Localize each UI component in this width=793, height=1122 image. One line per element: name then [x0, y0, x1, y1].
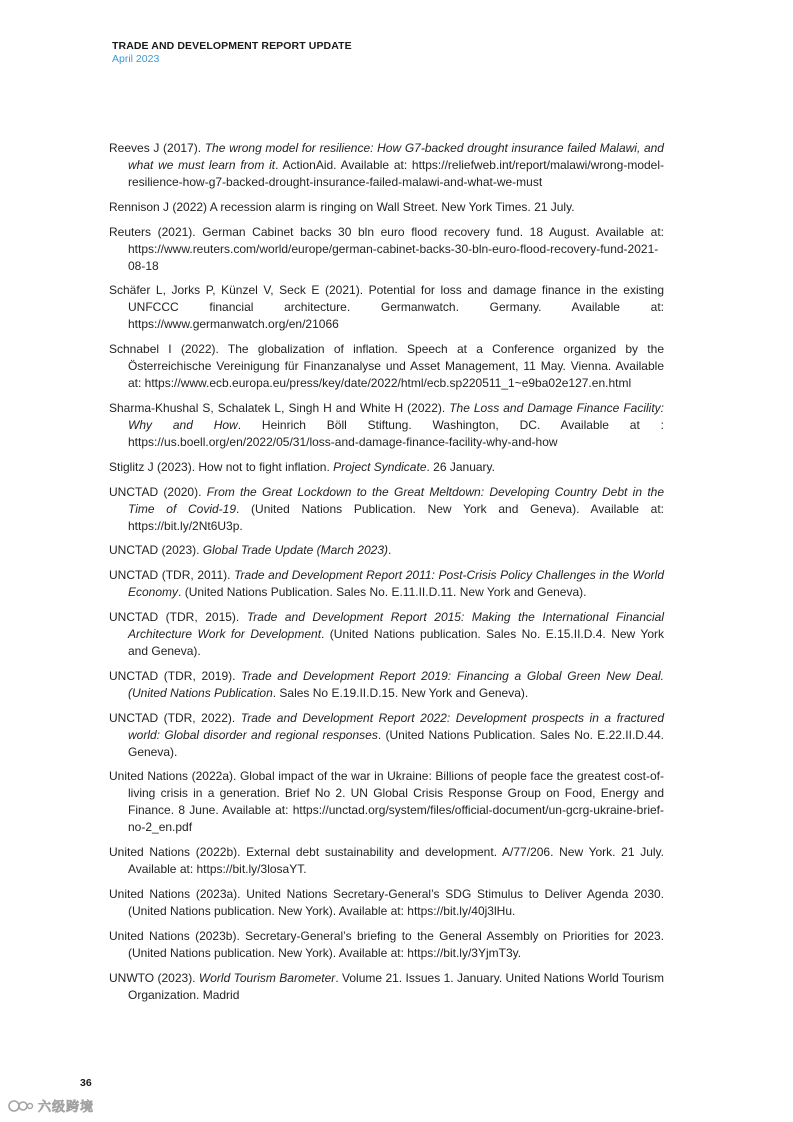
reference-title-italic: Project Syndicate: [333, 459, 427, 474]
reference-title-italic: Trade and Development Report 2019: Financing a Global Green New Deal. (United Nations Publication: [128, 668, 664, 700]
reference-title-italic: Trade and Development Report 2011: Post-Crisis Policy Challenges in the World Economy: [128, 568, 664, 600]
reference-text-pre: UNCTAD (TDR, 2011).: [109, 568, 235, 583]
reference-entry: [109, 282, 664, 333]
running-header: [112, 40, 352, 66]
reference-entry: [109, 199, 664, 216]
reference-text-pre: UNCTAD (TDR, 2019).: [109, 668, 242, 683]
watermark-text: 六级跨境: [38, 1100, 95, 1115]
reference-text-post: . (United Nations Publication. Sales No. E.22.II.D.44. Geneva).: [128, 727, 664, 759]
reference-text-post: . (United Nations Publication. Sales No. E.11.II.D.11. New York and Geneva).: [178, 585, 587, 600]
reference-entry: [109, 567, 664, 601]
reference-title-italic: From the Great Lockdown to the Great Meltdown: Developing Country Debt in the Time of Covid-19: [128, 484, 664, 516]
reference-text-post: . (United Nations publication. Sales No. E.15.II.D.4. New York and Geneva).: [128, 626, 664, 658]
reference-title-italic: Global Trade Update (March 2023): [202, 543, 388, 558]
reference-entry: [109, 768, 664, 836]
watermark-logo-icon: [8, 1098, 34, 1114]
reference-entry: [109, 341, 664, 392]
reference-title-italic: Trade and Development Report 2015: Making the International Financial Architecture Work for Development: [128, 609, 664, 641]
reference-text-post: . 26 January.: [426, 459, 495, 474]
reference-entry: [109, 542, 664, 559]
reference-entry: [109, 668, 664, 702]
reference-title-italic: The Loss and Damage Finance Facility: Why and How: [128, 400, 664, 432]
reference-text-pre: UNCTAD (2020).: [109, 484, 207, 499]
reference-text-post: . ActionAid. Available at: https://reliefweb.int/report/malawi/wrong-model-resilience-how-g7-backed-drought-insurance-failed-malawi-and-what-we-must: [128, 158, 664, 189]
reference-text-pre: United Nations (2022a). Global impact of the war in Ukraine: Billions of people face the greatest cost-of-living crisis in a generation. Brief No 2. UN Global Crisis Response Group on Food, Energy and Finance. 8 June. Available at: https://unctad.org/system/files/official-document/un-gcrg-ukraine-brief-no-2_en.pdf: [109, 769, 664, 835]
reference-text-pre: United Nations (2022b). External debt sustainability and development. A/77/206. New York. 21 July. Available at: https://bit.ly/3losaYT.: [109, 845, 664, 877]
reference-entry: [109, 459, 664, 476]
reference-text-pre: UNCTAD (2023).: [109, 543, 203, 558]
reference-title-italic: The wrong model for resilience: How G7-backed drought insurance failed Malawi, and what we must learn from it: [128, 141, 664, 172]
reference-text-pre: Sharma-Khushal S, Schalatek L, Singh H and White H (2022).: [109, 400, 450, 415]
reference-entry: [109, 710, 664, 761]
reference-text-pre: Schnabel I (2022). The globalization of inflation. Speech at a Conference organized by the Österreichische Vereinigung für Finanzanalyse und Asset Management, 11 May. Vienna. Available at: https://www.ecb.europa.eu/press/key/date/2022/html/ecb.sp220511_1~e9ba02e127.en.html: [109, 342, 664, 391]
reference-title-italic: World Tourism Barometer: [198, 970, 336, 985]
reference-entry: [109, 400, 664, 451]
reference-text-pre: UNWTO (2023).: [109, 970, 199, 985]
reference-text-pre: Reeves J (2017).: [109, 141, 205, 155]
reference-title-italic: Trade and Development Report 2022: Development prospects in a fractured world: Global disorder and regional responses: [128, 710, 664, 742]
reference-text-pre: Schäfer L, Jorks P, Künzel V, Seck E (2021). Potential for loss and damage finance in the existing UNFCCC financial architecture. Germanwatch. Germany. Available at: https://www.germanwatch.org/en/21066: [109, 283, 664, 332]
page-number: 36: [80, 1077, 92, 1089]
reference-text-pre: United Nations (2023a). United Nations Secretary-General’s SDG Stimulus to Deliver Agenda 2030. (United Nations publication. New York). Available at: https://bit.ly/40j3lHu.: [109, 886, 664, 918]
reference-text-post: . Sales No E.19.II.D.15. New York and Geneva).: [272, 685, 529, 700]
reference-text-post: .: [388, 543, 392, 558]
reference-entry: [109, 484, 664, 535]
reference-entry: [109, 224, 664, 275]
reference-entry: [109, 844, 664, 878]
reference-entry: [109, 970, 664, 1004]
reference-entry: [109, 140, 664, 191]
reference-text-post: . Volume 21. Issues 1. January. United Nations World Tourism Organization. Madrid: [128, 970, 665, 1002]
watermark: [8, 1096, 94, 1115]
reference-text-pre: Rennison J (2022) A recession alarm is ringing on Wall Street. New York Times. 21 July.: [109, 199, 575, 214]
report-title: TRADE AND DEVELOPMENT REPORT UPDATE: [112, 40, 352, 52]
reference-text-post: . (United Nations Publication. New York and Geneva). Available at: https://bit.ly/2Nt6U3p.: [128, 501, 665, 533]
reference-text-post: . Heinrich Böll Stiftung. Washington, DC. Available at : https://us.boell.org/en/2022/05/31/loss-and-damage-finance-facility-why-and-how: [128, 417, 664, 449]
reference-entry: [109, 886, 664, 920]
report-date: April 2023: [112, 53, 160, 65]
reference-text-pre: UNCTAD (TDR, 2015).: [109, 609, 247, 624]
reference-list: [109, 140, 664, 1011]
reference-entry: [109, 609, 664, 660]
reference-text-pre: Stiglitz J (2023). How not to fight inflation.: [109, 459, 334, 474]
reference-entry: [109, 928, 664, 962]
reference-text-pre: United Nations (2023b). Secretary-General’s briefing to the General Assembly on Priorities for 2023. (United Nations publication. New York). Available at: https://bit.ly/3YjmT3y.: [109, 928, 664, 960]
reference-text-pre: UNCTAD (TDR, 2022).: [109, 710, 241, 725]
reference-text-pre: Reuters (2021). German Cabinet backs 30 bln euro flood recovery fund. 18 August. Available at: https://www.reuters.com/world/europe/german-cabinet-backs-30-bln-euro-flood-recovery-fund-2021-08-18: [109, 224, 664, 273]
